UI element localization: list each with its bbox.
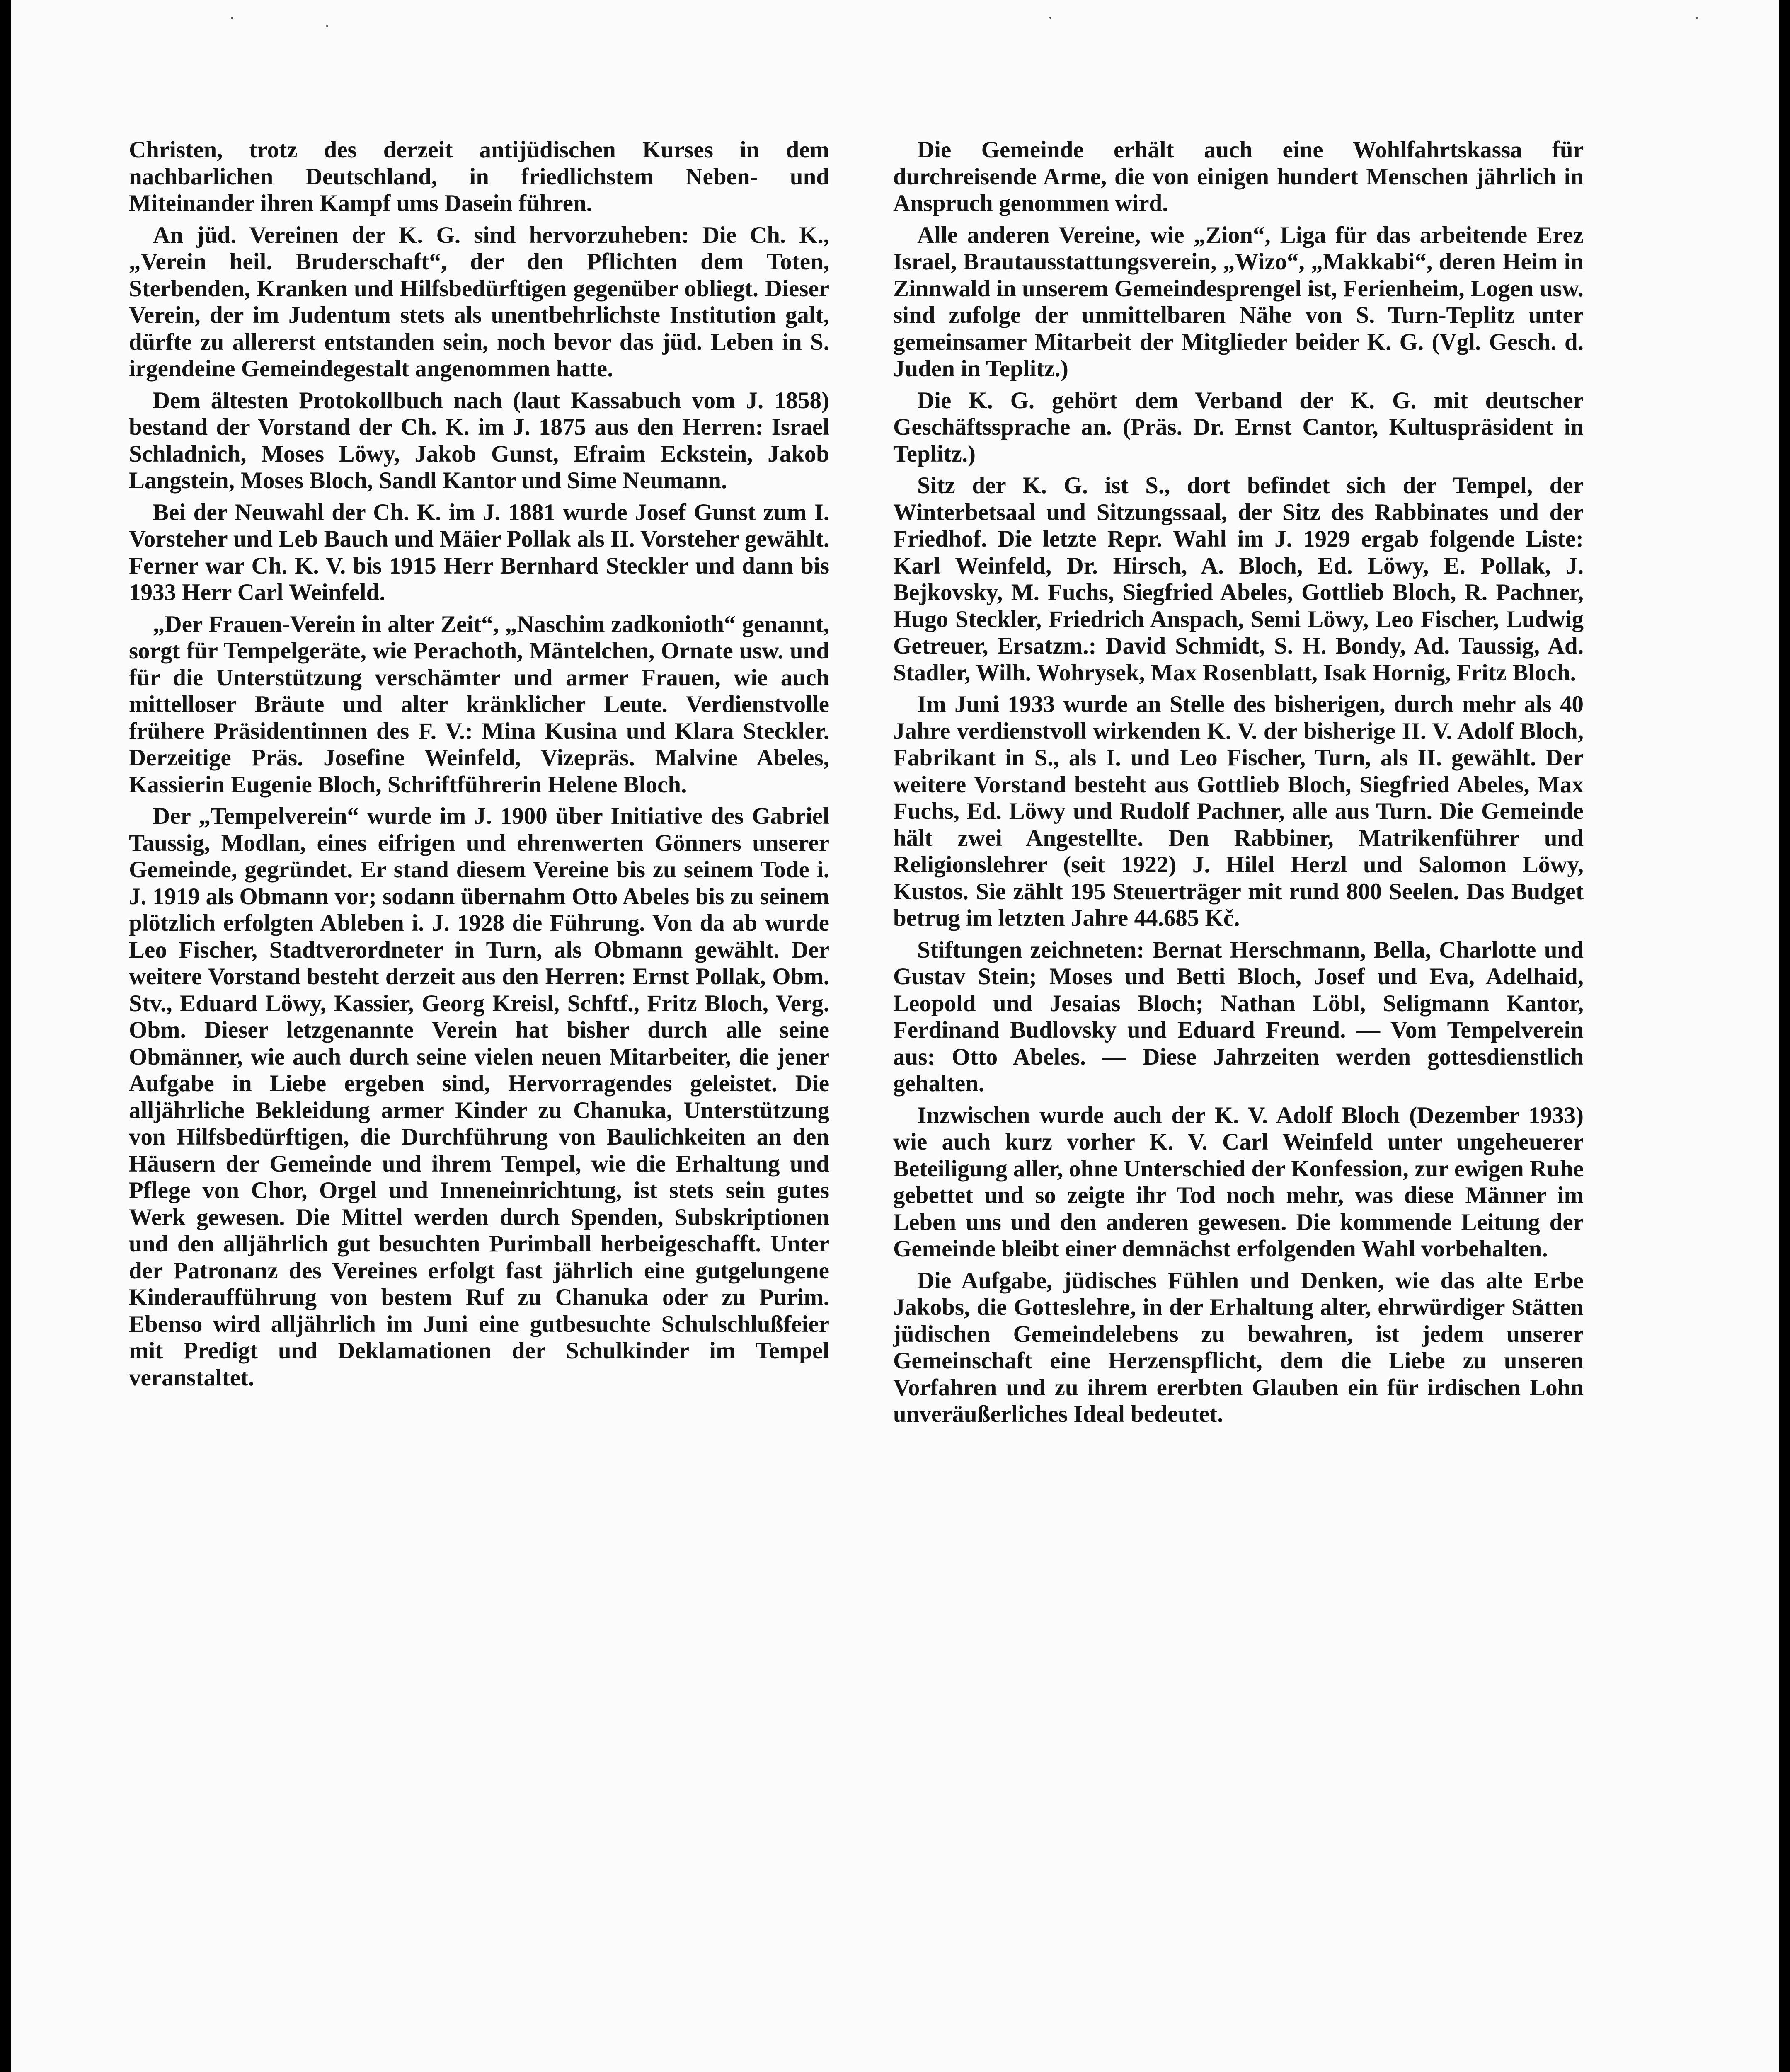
document-page	[11, 0, 1779, 2072]
paragraph: Die Gemeinde erhält auch eine Wohlfahrtskassa für durchreisende Arme, die von einigen hundert Menschen jährlich in Anspruch genommen wird.	[893, 137, 1584, 216]
print-speck	[326, 25, 328, 27]
paragraph: Stiftungen zeichneten: Bernat Herschmann, Bella, Charlotte und Gustav Stein; Moses und Betti Bloch, Josef und Eva, Adelhaid, Leopold und Jesaias Bloch; Nathan Löbl, Seligmann Kantor, Ferdinand Budlovsky und Eduard Freund. — Vom Tempelverein aus: Otto Abeles. — Diese Jahrzeiten werden gottesdienstlich gehalten.	[893, 937, 1584, 1097]
print-speck	[1696, 17, 1698, 19]
paragraph: Christen, trotz des derzeit antijüdischen Kurses in dem nachbarlichen Deutschland, in friedlichstem Neben- und Miteinander ihren Kampf ums Dasein führen.	[129, 137, 829, 216]
paragraph: Der „Tempelverein“ wurde im J. 1900 über Initiative des Gabriel Taussig, Modlan, eines eifrigen und ehrenwerten Gönners unserer Gemeinde, gegründet. Er stand diesem Vereine bis zu seinem Tode i. J. 1919 als Obmann vor; sodann übernahm Otto Abeles bis zu seinem plötzlich erfolgten Ableben i. J. 1928 die Führung. Von da ab wurde Leo Fischer, Stadtverordneter in Turn, als Obmann gewählt. Der weitere Vorstand besteht derzeit aus den Herren: Ernst Pollak, Obm. Stv., Eduard Löwy, Kassier, Georg Kreisl, Schftf., Fritz Bloch, Verg. Obm. Dieser letzgenannte Verein hat bisher durch alle seine Obmänner, wie auch durch seine vielen neuen Mitarbeiter, die jener Aufgabe in Liebe ergeben sind, Hervorragendes geleistet. Die alljährliche Bekleidung armer Kinder zu Chanuka, Unterstützung von Hilfsbedürftigen, die Durchführung von Baulichkeiten an den Häusern der Gemeinde und ihrem Tempel, wie die Erhaltung und Pflege von Chor, Orgel und Inneneinrichtung, ist stets sein gutes Werk gewesen. Die Mittel werden durch Spenden, Subskriptionen und den alljährlich gut besuchten Purimball herbeigeschafft. Unter der Patronanz des Vereines erfolgt fast jährlich eine gutgelungene Kinderaufführung von bestem Ruf zu Chanuka oder zu Purim. Ebenso wird alljährlich im Juni eine gutbesuchte Schulschlußfeier mit Predigt und Deklamationen der Schulkinder im Tempel veranstaltet.	[129, 803, 829, 1391]
left-text-column	[129, 137, 829, 1396]
right-text-column	[893, 137, 1584, 1433]
paragraph: „Der Frauen-Verein in alter Zeit“, „Naschim zadkonioth“ genannt, sorgt für Tempelgeräte, wie Perachoth, Mäntelchen, Ornate usw. und für die Unterstützung verschämter und armer Frauen, wie auch mittelloser Bräute und alter kränklicher Leute. Verdienstvolle frühere Präsidentinnen des F. V.: Mina Kusina und Klara Steckler. Derzeitige Präs. Josefine Weinfeld, Vizepräs. Malvine Abeles, Kassierin Eugenie Bloch, Schriftführerin Helene Bloch.	[129, 611, 829, 798]
paragraph: Inzwischen wurde auch der K. V. Adolf Bloch (Dezember 1933) wie auch kurz vorher K. V. Carl Weinfeld unter ungeheuerer Beteiligung aller, ohne Unterschied der Konfession, zur ewigen Ruhe gebettet und so zeigte ihr Tod noch mehr, was diese Männer im Leben uns und den anderen gewesen. Die kommende Leitung der Gemeinde bleibt einer demnächst erfolgenden Wahl vorbehalten.	[893, 1102, 1584, 1262]
paragraph: Die Aufgabe, jüdisches Fühlen und Denken, wie das alte Erbe Jakobs, die Gotteslehre, in der Erhaltung alter, ehrwürdiger Stätten jüdischen Gemeindelebens zu bewahren, ist jedem unserer Gemeinschaft eine Herzenspflicht, dem die Liebe zu unseren Vorfahren und zu ihrem ererbten Glauben ein für irdischen Lohn unveräußerliches Ideal bedeutet.	[893, 1267, 1584, 1427]
paragraph: Sitz der K. G. ist S., dort befindet sich der Tempel, der Winterbetsaal und Sitzungssaal, der Sitz des Rabbinates und der Friedhof. Die letzte Repr. Wahl im J. 1929 ergab folgende Liste: Karl Weinfeld, Dr. Hirsch, A. Bloch, Ed. Löwy, E. Pollak, J. Bejkovsky, M. Fuchs, Siegfried Abeles, Gottlieb Bloch, R. Pachner, Hugo Steckler, Friedrich Anspach, Semi Löwy, Leo Fischer, Ludwig Getreuer, Ersatzm.: David Schmidt, S. H. Bondy, Ad. Taussig, Ad. Stadler, Wilh. Wohrysek, Max Rosenblatt, Isak Hornig, Fritz Bloch.	[893, 472, 1584, 686]
paragraph: Bei der Neuwahl der Ch. K. im J. 1881 wurde Josef Gunst zum I. Vorsteher und Leb Bauch und Mäier Pollak als II. Vorsteher gewählt. Ferner war Ch. K. V. bis 1915 Herr Bernhard Steckler und dann bis 1933 Herr Carl Weinfeld.	[129, 499, 829, 605]
paragraph: Im Juni 1933 wurde an Stelle des bisherigen, durch mehr als 40 Jahre verdienstvoll wirkenden K. V. der bisherige II. V. Adolf Bloch, Fabrikant in S., als I. und Leo Fischer, Turn, als II. gewählt. Der weitere Vorstand besteht aus Gottlieb Bloch, Siegfried Abeles, Max Fuchs, Ed. Löwy und Rudolf Pachner, alle aus Turn. Die Gemeinde hält zwei Angestellte. Den Rabbiner, Matrikenführer und Religionslehrer (seit 1922) J. Hilel Herzl und Salomon Löwy, Kustos. Sie zählt 195 Steuerträger mit rund 800 Seelen. Das Budget betrug im letzten Jahre 44.685 Kč.	[893, 691, 1584, 931]
paragraph: Dem ältesten Protokollbuch nach (laut Kassabuch vom J. 1858) bestand der Vorstand der Ch. K. im J. 1875 aus den Herren: Israel Schladnich, Moses Löwy, Jakob Gunst, Efraim Eckstein, Jakob Langstein, Moses Bloch, Sandl Kantor und Sime Neumann.	[129, 387, 829, 494]
paragraph: Die K. G. gehört dem Verband der K. G. mit deutscher Geschäftssprache an. (Präs. Dr. Ernst Cantor, Kultuspräsident in Teplitz.)	[893, 387, 1584, 467]
paragraph: An jüd. Vereinen der K. G. sind hervorzuheben: Die Ch. K., „Verein heil. Bruderschaft“, der den Pflichten dem Toten, Sterbenden, Kranken und Hilfsbedürftigen gegenüber obliegt. Dieser Verein, der im Judentum stets als unentbehrlichste Institution galt, dürfte zu allererst entstanden sein, noch bevor das jüd. Leben in S. irgendeine Gemeindegestalt angenommen hatte.	[129, 222, 829, 382]
print-speck	[231, 17, 233, 19]
paragraph: Alle anderen Vereine, wie „Zion“, Liga für das arbeitende Erez Israel, Brautausstattungsverein, „Wizo“, „Makkabi“, deren Heim in Zinnwald in unserem Gemeindesprengel ist, Ferienheim, Logen usw. sind zufolge der unmittelbaren Nähe von S. Turn-Teplitz unter gemeinsamer Mitarbeit der Mitglieder beider K. G. (Vgl. Gesch. d. Juden in Teplitz.)	[893, 222, 1584, 382]
print-speck	[1049, 17, 1051, 19]
